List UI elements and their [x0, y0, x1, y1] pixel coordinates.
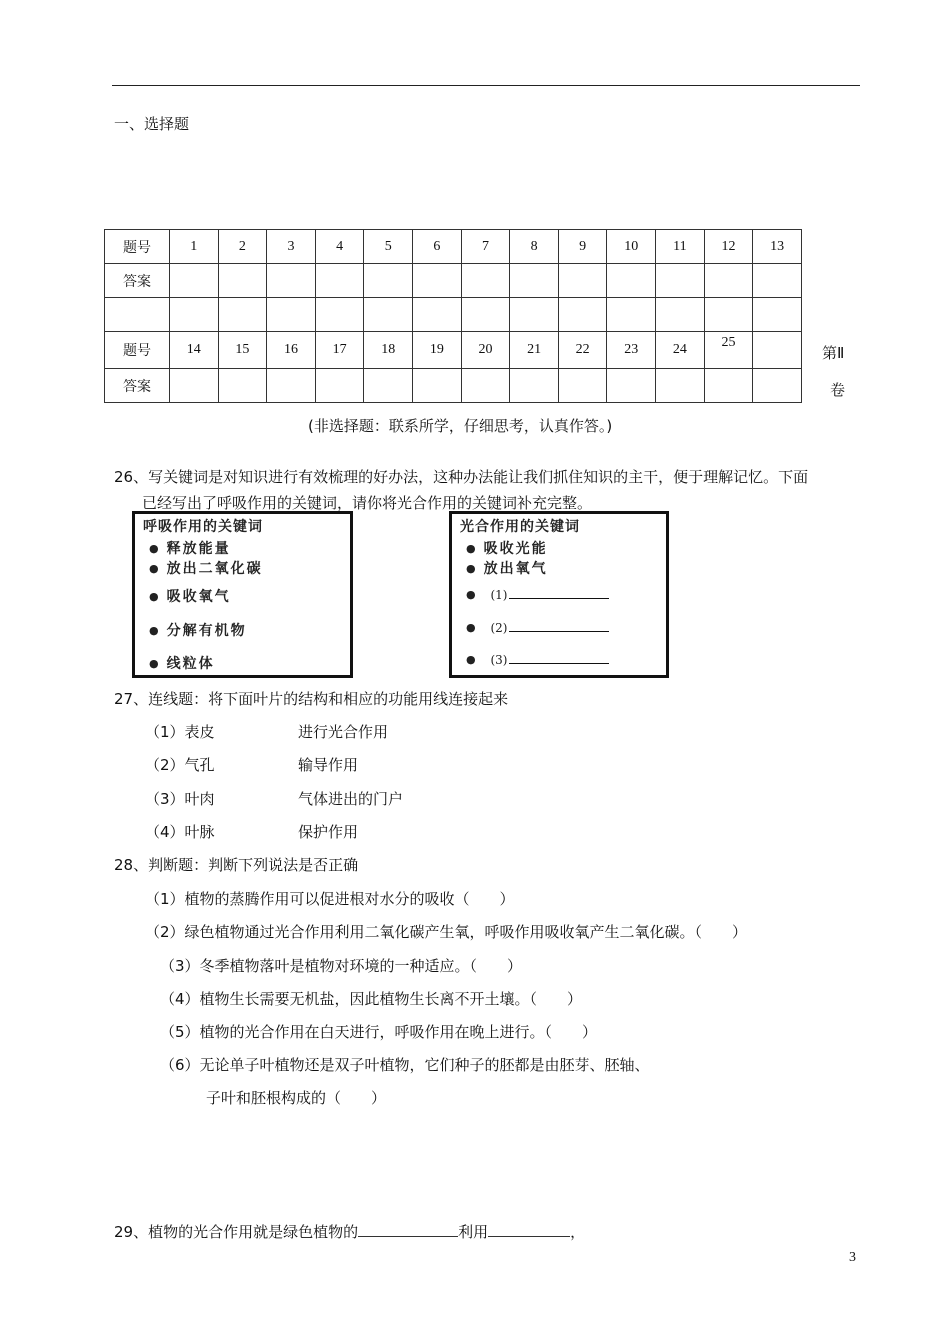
answer-cell[interactable]	[607, 264, 656, 298]
q27-structure: （3）叶肉	[145, 790, 215, 808]
respiration-keyword-box	[132, 511, 353, 678]
answer-cell[interactable]	[413, 264, 462, 298]
q29-text: 利用	[458, 1223, 489, 1241]
question-number: 15	[218, 332, 267, 369]
empty-cell	[105, 298, 170, 332]
keyword-item: ● 线粒体	[149, 653, 215, 673]
blank-item-3	[466, 651, 609, 668]
q28-item: （5）植物的光合作用在白天进行，呼吸作用在晚上进行。（ ）	[160, 1023, 598, 1041]
q28-item: （2）绿色植物通过光合作用利用二氧化碳产生氧，呼吸作用吸收氧产生二氧化碳。（ ）	[145, 923, 748, 941]
empty-cell	[364, 298, 413, 332]
keyword-item: ● 吸收氧气	[149, 586, 231, 606]
question-number: 1	[170, 230, 219, 264]
photosynthesis-keyword-box	[449, 511, 669, 678]
question-number: 14	[170, 332, 219, 369]
q28-item: （1）植物的蒸腾作用可以促进根对水分的吸收（ ）	[145, 890, 515, 908]
question-number: 4	[315, 230, 364, 264]
answer-cell[interactable]	[704, 369, 753, 403]
q29-line	[114, 1221, 585, 1242]
fill-blank[interactable]	[509, 586, 609, 599]
answer-cell[interactable]	[267, 369, 316, 403]
question-number: 19	[413, 332, 462, 369]
empty-cell	[704, 298, 753, 332]
empty-cell	[510, 298, 559, 332]
answer-cell[interactable]	[656, 264, 705, 298]
question-number: 21	[510, 332, 559, 369]
empty-cell	[607, 298, 656, 332]
question-number: 8	[510, 230, 559, 264]
table-row-answers-1	[105, 264, 802, 298]
keyword-item: ● 放出二氧化碳	[149, 558, 263, 578]
keyword-item: ● 释放能量	[149, 538, 231, 558]
row-label: 题号	[105, 230, 170, 264]
fill-blank[interactable]	[509, 651, 609, 664]
question-number: 12	[704, 230, 753, 264]
table-row-empty	[105, 298, 802, 332]
question-number: 10	[607, 230, 656, 264]
answer-cell[interactable]	[315, 264, 364, 298]
empty-cell	[413, 298, 462, 332]
answer-cell[interactable]	[267, 264, 316, 298]
question-number: 6	[413, 230, 462, 264]
answer-cell[interactable]	[753, 369, 802, 403]
q27-function: 气体进出的门户	[298, 790, 404, 808]
empty-cell	[170, 298, 219, 332]
fill-blank[interactable]	[488, 1222, 570, 1237]
question-number: 25	[704, 332, 753, 369]
q27-title: 27、连线题：将下面叶片的结构和相应的功能用线连接起来	[114, 690, 509, 708]
empty-cell	[315, 298, 364, 332]
section-title: 一、选择题	[114, 115, 190, 133]
question-number: 7	[461, 230, 510, 264]
empty-cell	[461, 298, 510, 332]
photosynthesis-box-title: 光合作用的关键词	[460, 519, 580, 535]
blank-item-1	[466, 586, 609, 603]
blank-number: (2)	[490, 621, 508, 635]
row-label: 答案	[105, 369, 170, 403]
answer-cell[interactable]	[510, 369, 559, 403]
answer-cell[interactable]	[315, 369, 364, 403]
empty-cell	[218, 298, 267, 332]
part2-note: (非选择题：联系所学，仔细思考，认真作答。)	[308, 417, 613, 435]
q28-item: （3）冬季植物落叶是植物对环境的一种适应。（ ）	[160, 957, 523, 975]
answer-cell[interactable]	[461, 264, 510, 298]
answer-cell[interactable]	[656, 369, 705, 403]
question-number: 17	[315, 332, 364, 369]
empty-cell	[753, 298, 802, 332]
question-number: 18	[364, 332, 413, 369]
table-row-numbers-1	[105, 230, 802, 264]
header-rule	[112, 85, 860, 86]
empty-cell	[267, 298, 316, 332]
q29-text: 29、植物的光合作用就是绿色植物的	[114, 1223, 359, 1241]
keyword-item: ● 吸收光能	[466, 538, 548, 558]
blank-item-2	[466, 619, 609, 636]
empty-cell	[558, 298, 607, 332]
question-number: 2	[218, 230, 267, 264]
q28-item-continued: 子叶和胚根构成的（ ）	[206, 1089, 387, 1107]
answer-cell[interactable]	[607, 369, 656, 403]
answer-cell[interactable]	[413, 369, 462, 403]
question-number: 5	[364, 230, 413, 264]
volume-label-line1: 第Ⅱ	[822, 344, 845, 362]
question-number: 20	[461, 332, 510, 369]
q27-function: 保护作用	[298, 823, 359, 841]
question-number: 3	[267, 230, 316, 264]
table-row-answers-2	[105, 369, 802, 403]
q27-function: 输导作用	[298, 756, 359, 774]
row-label: 答案	[105, 264, 170, 298]
question-number: 22	[558, 332, 607, 369]
q27-function: 进行光合作用	[298, 723, 389, 741]
question-number: 9	[558, 230, 607, 264]
answer-cell[interactable]	[364, 264, 413, 298]
answer-cell[interactable]	[364, 369, 413, 403]
fill-blank[interactable]	[509, 619, 609, 632]
answer-cell[interactable]	[558, 264, 607, 298]
blank-number: (3)	[490, 653, 508, 667]
empty-cell	[656, 298, 705, 332]
question-number: 16	[267, 332, 316, 369]
row-label: 题号	[105, 332, 170, 369]
answer-cell[interactable]	[170, 264, 219, 298]
answer-cell[interactable]	[218, 369, 267, 403]
question-number: 11	[656, 230, 705, 264]
answer-cell[interactable]	[704, 264, 753, 298]
keyword-item: ● 放出氧气	[466, 558, 548, 578]
page-number: 3	[849, 1250, 856, 1265]
q26-line1: 26、写关键词是对知识进行有效梳理的好办法，这种办法能让我们抓住知识的主干，便于理解记忆。下面	[114, 468, 809, 486]
table-row-numbers-2	[105, 332, 802, 369]
q28-item: （4）植物生长需要无机盐，因此植物生长离不开土壤。（ ）	[160, 990, 583, 1008]
question-number	[753, 332, 802, 369]
answer-cell[interactable]	[218, 264, 267, 298]
fill-blank[interactable]	[358, 1222, 458, 1237]
respiration-box-title: 呼吸作用的关键词	[143, 519, 263, 535]
q27-structure: （1）表皮	[145, 723, 215, 741]
answer-cell[interactable]	[753, 264, 802, 298]
volume-label-line2: 卷	[830, 381, 846, 399]
q27-structure: （2）气孔	[145, 756, 215, 774]
answer-cell[interactable]	[461, 369, 510, 403]
q28-item: （6）无论单子叶植物还是双子叶植物，它们种子的胚都是由胚芽、胚轴、	[160, 1056, 650, 1074]
answer-cell[interactable]	[170, 369, 219, 403]
q26-line2: 已经写出了呼吸作用的关键词，请你将光合作用的关键词补充完整。	[142, 494, 593, 512]
question-number: 23	[607, 332, 656, 369]
q27-structure: （4）叶脉	[145, 823, 215, 841]
answer-cell[interactable]	[510, 264, 559, 298]
blank-number: (1)	[490, 588, 508, 602]
question-number: 24	[656, 332, 705, 369]
answer-cell[interactable]	[558, 369, 607, 403]
question-number: 13	[753, 230, 802, 264]
keyword-item: ● 分解有机物	[149, 620, 247, 640]
q29-text: ，	[570, 1223, 586, 1241]
q28-title: 28、判断题：判断下列说法是否正确	[114, 856, 359, 874]
answer-table	[104, 229, 802, 403]
